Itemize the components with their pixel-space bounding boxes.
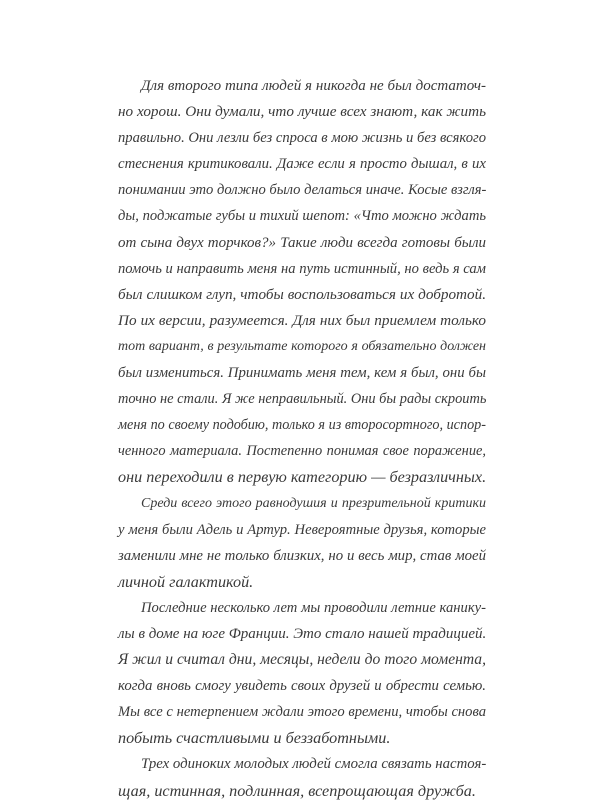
body-text (118, 73, 486, 804)
text-line: личной галактикой. (118, 572, 254, 591)
text-line: побыть счастливыми и беззаботными. (118, 729, 391, 748)
text-line: точно не стали. Я же неправильный. Они бы рады скроить (118, 391, 487, 408)
text-line: По их версии, разумеется. Для них был приемлем только (118, 311, 486, 329)
text-line: понимании это должно было делаться иначе. Косые взгля- (118, 182, 487, 199)
text-line: заменили мне не только близких, но и весь мир, став моей (118, 547, 486, 564)
text-line: Трех одиноких молодых людей смогла связать настоя- (141, 756, 487, 773)
text-line: Мы все с нетерпением ждали этого времени, чтобы снова (118, 704, 486, 721)
text-line: меня по своему подобию, только я из второсортного, испор- (118, 417, 486, 434)
text-line: ды, поджатые губы и тихий шепот: «Что можно ждать (118, 208, 486, 225)
text-line: щая, истинная, подлинная, всепрощающая дружба. (118, 781, 476, 800)
text-line: у меня были Адель и Артур. Невероятные друзья, которые (118, 521, 486, 538)
text-line: но хорош. Они думали, что лучше всех знают, как жить (118, 103, 486, 121)
text-line: помочь и направить меня на путь истинный, но ведь я сам (118, 260, 486, 277)
text-line: Последние несколько лет мы проводили летние канику- (141, 599, 486, 616)
text-line: был измениться. Принимать меня тем, кем я был, они бы (118, 365, 486, 382)
text-line: ченного материала. Постепенно понимая свое поражение, (118, 443, 486, 460)
text-line: лы в доме на юге Франции. Это стало нашей традицией. (118, 625, 487, 642)
text-line: тот вариант, в результате которого я обязательно должен (118, 338, 486, 354)
text-line: стеснения критиковали. Даже если я просто дышал, в их (118, 156, 486, 173)
text-line: Я жил и считал дни, месяцы, недели до того момента, (118, 651, 486, 669)
text-line: когда вновь смогу увидеть своих друзей и обрести семью. (118, 678, 486, 695)
text-line: Для второго типа людей я никогда не был достаточ- (141, 78, 486, 94)
text-line: был слишком глуп, чтобы воспользоваться их добротой. (118, 285, 486, 303)
text-line: правильно. Они лезли без спроса в мою жизнь и без всякого (118, 130, 486, 147)
text-line: Среди всего этого равнодушия и презрительной критики (141, 495, 486, 511)
text-line: от сына двух торчков?» Такие люди всегда готовы были (118, 234, 486, 251)
text-line: они переходили в первую категорию — безразличных. (118, 468, 487, 487)
